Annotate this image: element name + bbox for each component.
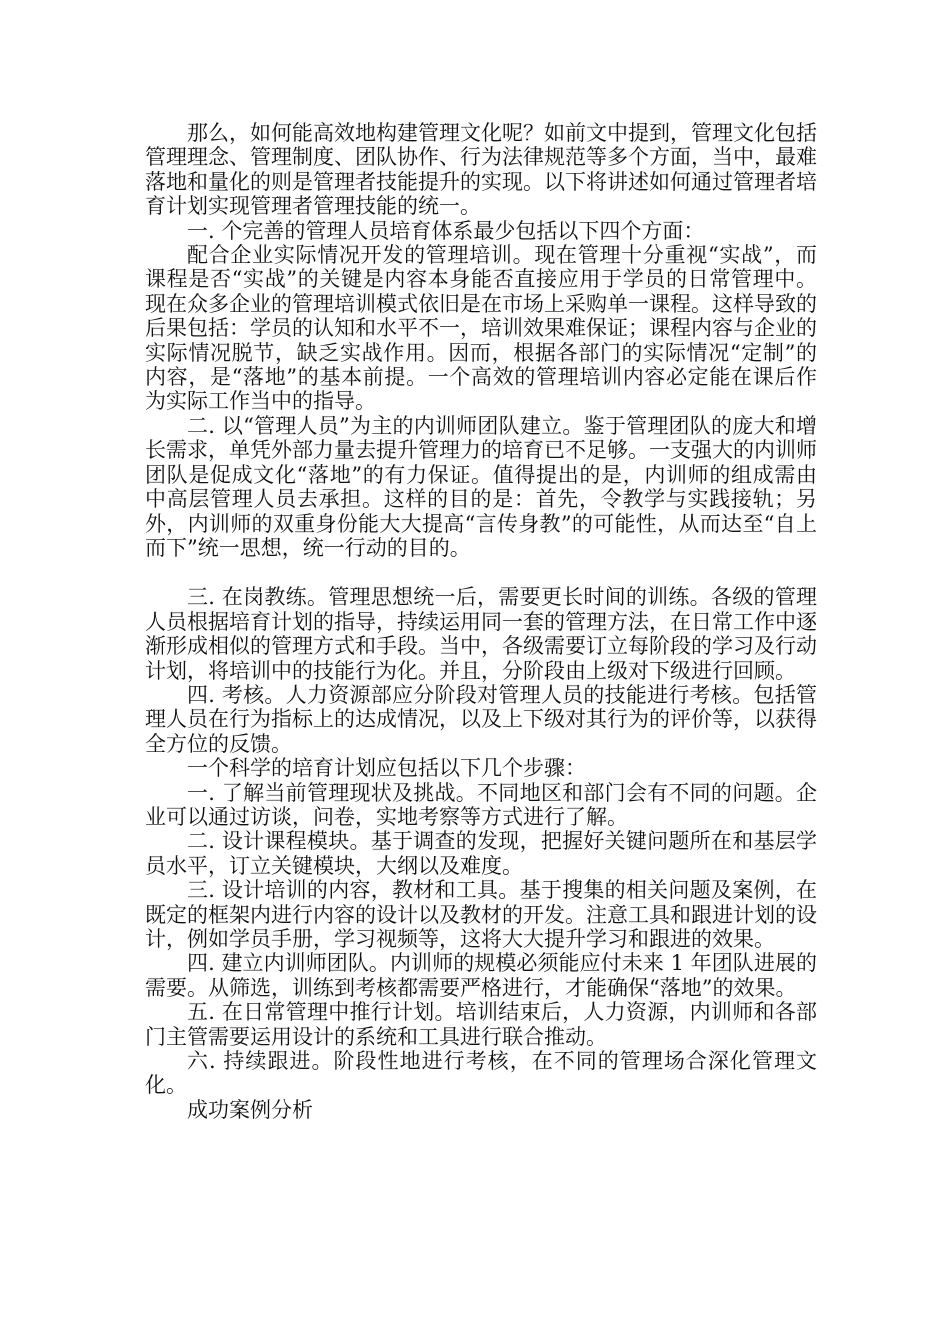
paragraph-system-heading: 一. 个完善的管理人员培育体系最少包括以下四个方面： <box>187 218 705 243</box>
section-heading-case-study: 成功案例分析 <box>187 1097 313 1122</box>
paragraph-step-6: 六. 持续跟进。阶段性地进行考核，在不同的管理场合深化管理文化。 <box>145 1049 817 1098</box>
paragraph-trainer-team: 二. 以“管理人员”为主的内训师团队建立。鉴于管理团队的庞大和增长需求，单凭外部力量去提升管理力的培育已不足够。一支强大的内训师团队是促成文化“落地”的有力保证。值得提出的是，内训师的组成需由中高层管理人员去承担。这样的目的是：首先，令教学与实践接轨；另外，内训师的双重身份能大大提高“言传身教”的可能性，从而达至“自上而下”统一思想，统一行动的目的。 <box>145 413 817 560</box>
paragraph-step-2: 二. 设计课程模块。基于调查的发现，把握好关键问题所在和基层学员水平，订立关键模块，大纲以及难度。 <box>145 829 817 878</box>
paragraph-coaching: 三. 在岗教练。管理思想统一后，需要更长时间的训练。各级的管理人员根据培育计划的指导，持续运用同一套的管理方法，在日常工作中逐渐形成相似的管理方式和手段。当中，各级需要订立每阶段的学习及行动计划，将培训中的技能行为化。并且，分阶段由上级对下级进行回顾。 <box>145 585 817 683</box>
paragraph-step-3: 三. 设计培训的内容，教材和工具。基于搜集的相关问题及案例，在既定的框架内进行内容的设计以及教材的开发。注意工具和跟进计划的设计，例如学员手册，学习视频等，这将大大提升学习和跟进的效果。 <box>145 878 817 951</box>
paragraph-steps-heading: 一个科学的培育计划应包括以下几个步骤： <box>187 756 586 781</box>
paragraph-training: 配合企业实际情况开发的管理培训。现在管理十分重视“实战”，而课程是否“实战”的关键是内容本身能否直接应用于学员的日常管理中。现在众多企业的管理培训模式依旧是在市场上采购单一课程。这样导致的后果包括：学员的认知和水平不一，培训效果难保证；课程内容与企业的实际情况脱节，缺乏实战作用。因而，根据各部门的实际情况“定制”的内容，是“落地”的基本前提。一个高效的管理培训内容必定能在课后作为实际工作当中的指导。 <box>145 243 817 414</box>
paragraph-intro: 那么，如何能高效地构建管理文化呢？如前文中提到，管理文化包括管理理念、管理制度、团队协作、行为法律规范等多个方面，当中，最难落地和量化的则是管理者技能提升的实现。以下将讲述如何通过管理者培育计划实现管理者管理技能的统一。 <box>145 121 817 219</box>
document-body <box>145 121 817 1122</box>
paragraph-step-5: 五. 在日常管理中推行计划。培训结束后，人力资源，内训师和各部门主管需要运用设计的系统和工具进行联合推动。 <box>145 1000 817 1049</box>
paragraph-assessment: 四. 考核。人力资源部应分阶段对管理人员的技能进行考核。包括管理人员在行为指标上的达成情况，以及上下级对其行为的评价等，以获得全方位的反馈。 <box>145 682 817 756</box>
paragraph-step-4: 四. 建立内训师团队。内训师的规模必须能应付未来 1 年团队进展的需要。从筛选，训练到考核都需要严格进行，才能确保“落地”的效果。 <box>145 951 817 1000</box>
paragraph-step-1: 一. 了解当前管理现状及挑战。不同地区和部门会有不同的问题。企业可以通过访谈，问卷，实地考察等方式进行了解。 <box>145 780 817 829</box>
